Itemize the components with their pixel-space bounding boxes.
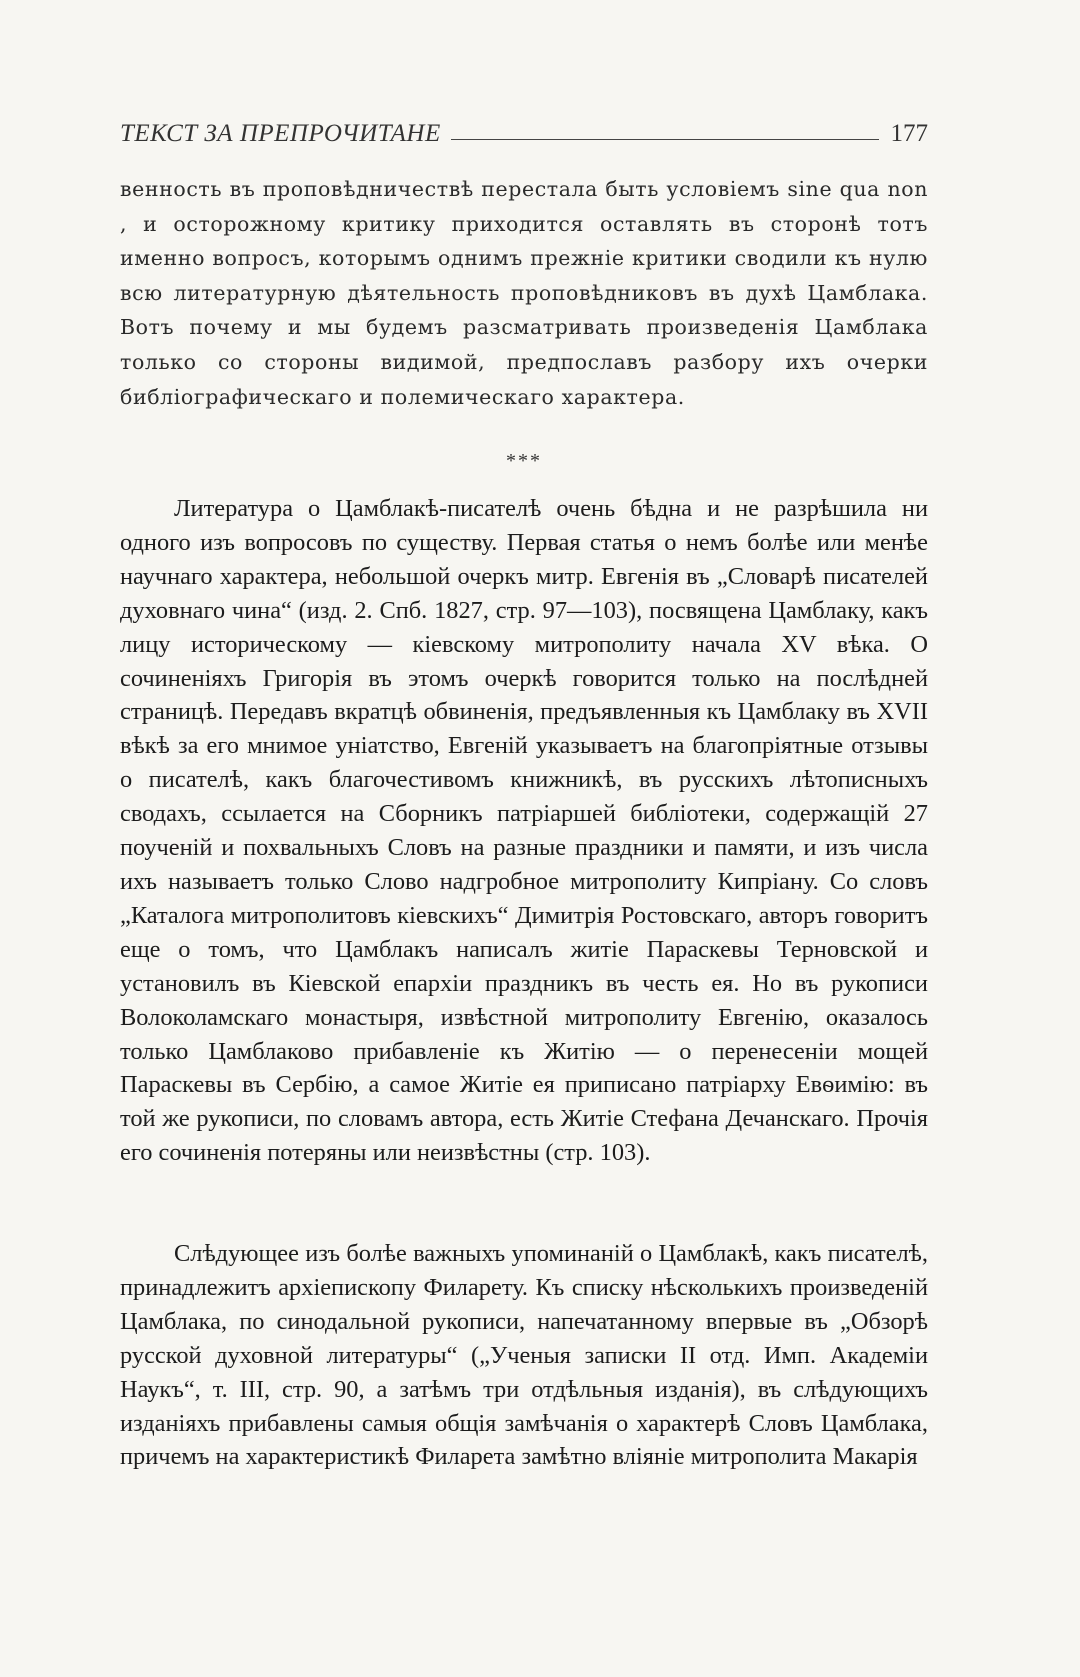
paragraph-2: Литература о Цамблакѣ-писателѣ очень бѣдна и не разрѣшила ни одного изъ вопросовъ по существу. Первая статья о немъ болѣе или менѣе научнаго характера, небольшой очеркъ митр. Евгенiя въ „Словарѣ писателей духовнаго чина“ (изд. 2. Спб. 1827, стр. 97—103), посвящена Цамблаку, какъ лицу историческому — кiевскому митрополиту начала XV вѣка. О сочиненiяхъ Григорiя въ этомъ очеркѣ говорится только на послѣдней страницѣ. Передавъ вкратцѣ обвиненiя, предъявленныя къ Цамблаку въ XVII вѣкѣ за его мнимое унiатство, Евгенiй указываетъ на благопрiятные отзывы о писателѣ, какъ благочестивомъ книжникѣ, въ русскихъ лѣтописныхъ сводахъ, ссылается на Сборникъ патрiаршей библiотеки, содержащiй 27 поученiй и похвальныхъ Словъ на разные праздники и памяти, и изъ числа ихъ называетъ только Слово надгробное митрополиту Кипрiану. Со словъ „Каталога митрополитовъ кiевскихъ“ Димитрiя Ростовскаго, авторъ говоритъ еще о томъ, что Цамблакъ написалъ житiе Параскевы Терновской и установилъ въ Кiевской епархiи праздникъ въ честь ея. Но въ рукописи Волоколамскаго монастыря, извѣстной митрополиту Евгенiю, оказалось только Цамблаково прибавленiе къ Житiю — о перенесенiи мощей Параскевы въ Сербiю, а самое Житiе ея приписано патрiарху Евѳимiю: въ той же рукописи, по словамъ автора, есть Житiе Стефана Дечанскаго. Прочiя его сочиненiя потеряны или неизвѣстны (стр. 103). [120,495,928,1167]
header-rule [451,139,879,140]
paragraph-3: Слѣдующее изъ болѣе важныхъ упоминанiй о Цамблакѣ, какъ писателѣ, принадлежитъ архiепископу Филарету. Къ списку нѣсколькихъ произведенiй Цамблака, по синодальной рукописи, напечатанному впервые въ „Обзорѣ русской духовной литературы“ („Ученыя записки II отд. Имп. Академiи Наукъ“, т. III, стр. 90, а затѣмъ три отдѣльныя изданiя), въ слѣдующихъ изданiяхъ прибавлены самыя общiя замѣчанiя о характерѣ Словъ Цамблака, причемъ на характеристикѣ Филарета замѣтно влiянiе митрополита Макарiя [120,1240,928,1471]
header-title: ТЕКСТ ЗА ПРЕПРОЧИТАНЕ [120,120,441,147]
section-separator: *** [506,450,542,472]
running-header [120,108,928,148]
paragraph-1: венность въ проповѣдничествѣ перестала быть условiемъ sine qua non , и осторожному критику приходится оставлять въ сторонѣ тотъ именно вопросъ, которымъ однимъ прежнiе критики сводили къ нулю всю литературную дѣятельность проповѣдниковъ въ духѣ Цамблака. Вотъ почему и мы будемъ разсматривать произведенiя Цамблака только со стороны видимой, предпославъ разбору ихъ очерки библiографическаго и полемическаго характера. [120,177,928,409]
page-number: 177 [890,120,928,147]
